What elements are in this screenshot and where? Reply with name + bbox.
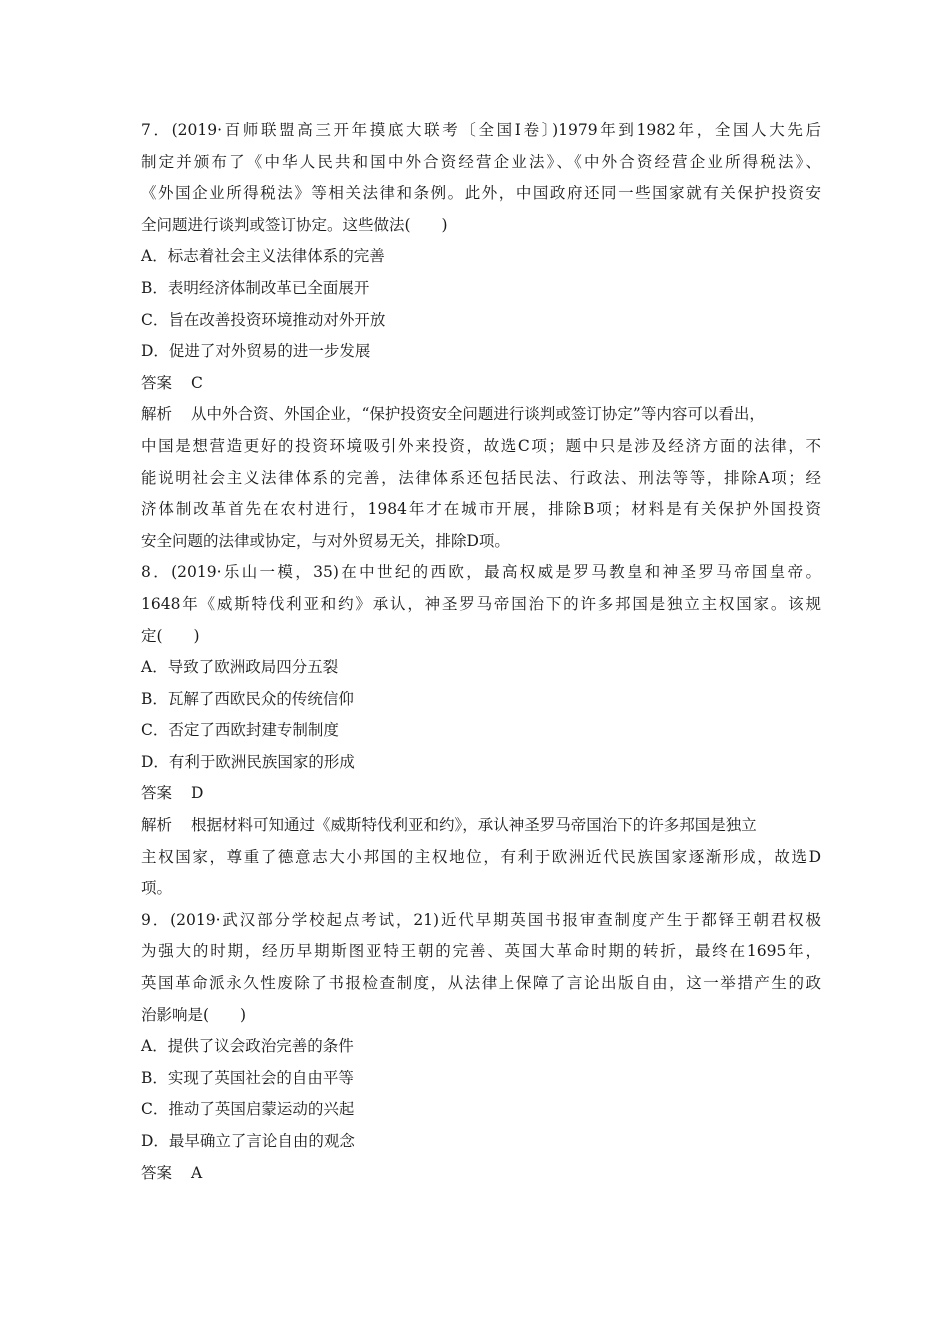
analysis-label: 解析 — [141, 405, 173, 424]
question-stem-line: 为强大的时期，经历早期斯图亚特王朝的完善、英国大革命时期的转折，最终在1695年， — [141, 942, 821, 961]
question-stem-line: 《外国企业所得税法》等相关法律和条例。此外，中国政府还同一些国家就有关保护投资安 — [141, 184, 821, 203]
analysis-label: 解析 — [141, 816, 173, 835]
option-a: A．提供了议会政治完善的条件 — [141, 1037, 354, 1056]
question-stem-line: 制定并颁布了《中华人民共和国中外合资经营企业法》、《中外合资经营企业所得税法》、 — [141, 152, 821, 171]
analysis-line: 济体制改革首先在农村进行，1984年才在城市开展，排除B项；材料是有关保护外国投资 — [141, 500, 821, 519]
analysis-line: 能说明社会主义法律体系的完善，法律体系还包括民法、行政法、刑法等等，排除A项；经 — [141, 468, 821, 487]
answer-value: A — [191, 1163, 203, 1182]
answer-line — [141, 368, 821, 400]
answer-value: C — [191, 373, 203, 392]
question-stem-line: 9．(2019·武汉部分学校起点考试，21)近代早期英国书报审查制度产生于都铎王朝君权极 — [141, 910, 821, 929]
document-page — [141, 115, 821, 1189]
analysis-line — [141, 399, 821, 431]
question-8 — [141, 557, 821, 905]
analysis-line — [141, 810, 821, 842]
question-9 — [141, 905, 821, 1189]
option-c: C．旨在改善投资环境推动对外开放 — [141, 310, 386, 329]
answer-value: D — [191, 784, 204, 803]
option-b: B．表明经济体制改革已全面展开 — [141, 278, 370, 297]
question-7 — [141, 115, 821, 557]
analysis-line: 项。 — [141, 879, 173, 898]
option-a: A．标志着社会主义法律体系的完善 — [141, 247, 385, 266]
option-b: B．实现了英国社会的自由平等 — [141, 1068, 354, 1087]
question-stem-line: 治影响是( ) — [141, 1005, 247, 1024]
option-b: B．瓦解了西欧民众的传统信仰 — [141, 689, 354, 708]
answer-label: 答案 — [141, 784, 173, 803]
question-stem-line: 8．(2019·乐山一模，35)在中世纪的西欧，最高权威是罗马教皇和神圣罗马帝国皇帝。 — [141, 563, 821, 582]
question-stem-line: 7．(2019·百师联盟高三开年摸底大联考〔全国Ⅰ卷〕)1979年到1982年，全国人大先后 — [141, 121, 821, 139]
question-stem-line: 英国革命派永久性废除了书报检查制度，从法律上保障了言论出版自由，这一举措产生的政 — [141, 974, 821, 993]
option-d: D．最早确立了言论自由的观念 — [141, 1132, 355, 1150]
option-a: A．导致了欧洲政局四分五裂 — [141, 658, 339, 677]
question-stem-line: 1648年《威斯特伐利亚和约》承认，神圣罗马帝国治下的许多邦国是独立主权国家。该规 — [141, 594, 821, 613]
analysis-line: 中国是想营造更好的投资环境吸引外来投资，故选C项；题中只是涉及经济方面的法律，不 — [141, 436, 821, 455]
answer-label: 答案 — [141, 373, 173, 392]
analysis-line: 主权国家，尊重了德意志大小邦国的主权地位，有利于欧洲近代民族国家逐渐形成，故选D — [141, 847, 821, 866]
option-c: C．推动了英国启蒙运动的兴起 — [141, 1100, 355, 1119]
option-c: C．否定了西欧封建专制制度 — [141, 721, 339, 740]
analysis-line: 安全问题的法律或协定，与对外贸易无关，排除D项。 — [141, 531, 510, 550]
analysis-text: 根据材料可知通过《威斯特伐利亚和约》，承认神圣罗马帝国治下的许多邦国是独立 — [191, 816, 757, 835]
question-stem-line: 全问题进行谈判或签订协定。这些做法( ) — [141, 215, 448, 234]
option-d: D．促进了对外贸易的进一步发展 — [141, 342, 371, 361]
option-d: D．有利于欧洲民族国家的形成 — [141, 752, 355, 771]
answer-line — [141, 778, 821, 810]
analysis-text: 从中外合资、外国企业，“保护投资安全问题进行谈判或签订协定”等内容可以看出， — [191, 405, 765, 424]
answer-line — [141, 1158, 821, 1190]
question-stem-line: 定( ) — [141, 626, 200, 645]
answer-label: 答案 — [141, 1163, 173, 1182]
